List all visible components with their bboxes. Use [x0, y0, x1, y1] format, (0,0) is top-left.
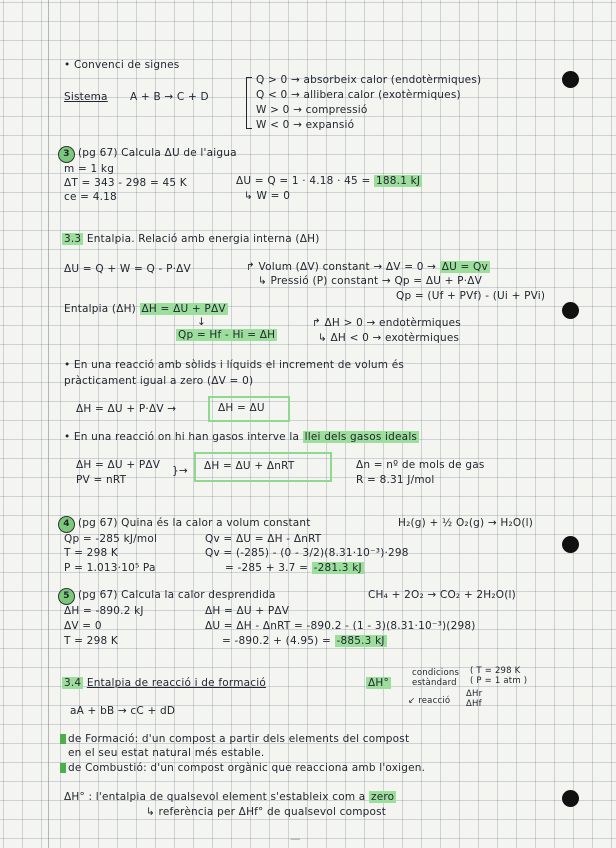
gases-result: ΔH = ΔU + ΔnRT [204, 460, 295, 472]
system-reaction: A + B → C + D [130, 91, 209, 103]
binder-hole [562, 790, 579, 807]
ex4-step1: Qv = ΔU = ΔH - ΔnRT [205, 533, 322, 545]
rule-w-negative: W < 0 → expansió [256, 119, 355, 131]
ex3-data-ce: ce = 4.18 [64, 191, 117, 203]
gases-arrow: }→ [172, 465, 188, 477]
ex5-step1: ΔH = ΔU + PΔV [205, 605, 290, 617]
reaction-enthalpy: ΔHr [466, 689, 483, 699]
ex4-data-p: P = 1.013·10⁵ Pa [64, 562, 156, 574]
system-label: Sistema [64, 91, 108, 103]
formation-definition-1: de Formació: d'un compost a partir dels elements del compost [60, 732, 409, 746]
arrow-down: ↓ [197, 316, 206, 328]
exercise-number-badge: 3 [58, 146, 75, 163]
ex3-result: 188.1 kJ [376, 175, 421, 187]
ex4-reaction: H₂(g) + ½ O₂(g) → H₂O(l) [398, 517, 534, 529]
exothermic-rule: ↳ ΔH < 0 → exotèrmiques [318, 332, 460, 344]
gases-note: • En una reacció on hi han gasos interve la llei dels gasos ideals [64, 431, 418, 443]
ex4-step2: Qv = (-285) - (0 - 3/2)(8.31·10⁻³)·298 [205, 547, 409, 559]
binder-hole [562, 302, 579, 319]
standard-enthalpy-symbol: ΔH° [368, 677, 389, 689]
gas-constant: R = 8.31 J/mol [356, 474, 435, 486]
enthalpy-definition: Entalpia (ΔH) ΔH = ΔU + PΔV [64, 303, 226, 315]
exercise-3-prompt: 3 (pg 67) Calcula ΔU de l'aigua [58, 146, 237, 163]
sign-convention-title: • Convenci de signes [64, 59, 180, 71]
ex3-data-mass: m = 1 kg [64, 163, 115, 175]
standard-conditions: condicions estàndard [412, 668, 460, 688]
first-law-equation: ΔU = Q + W = Q - P·ΔV [64, 263, 191, 275]
ex5-reaction: CH₄ + 2O₂ → CO₂ + 2H₂O(l) [368, 589, 516, 601]
margin-line [48, 0, 49, 848]
generic-reaction: aA + bB → cC + dD [70, 705, 176, 717]
endothermic-rule: ↱ ΔH > 0 → endotèrmiques [312, 317, 461, 329]
section-3-4-heading: 3.4 Entalpia de reacció i de formació [64, 677, 266, 689]
reaction-label: ↙ reacció [408, 696, 451, 706]
solids-note-line1: • En una reacció amb sòlids i líquids el increment de volum és [64, 359, 405, 371]
ex5-data-dv: ΔV = 0 [64, 620, 102, 632]
standard-reference: ΔH° : l'entalpia de qualsevol element s'estableix com a zero [64, 791, 395, 803]
ex5-result: -885.3 kJ [336, 635, 385, 647]
constant-pressure: ↳ Pressió (P) constant → Qp = ΔU + P·ΔV [258, 275, 483, 287]
section-3-3-heading: 3.3 Entalpia. Relació amb energia interna (ΔH) [64, 233, 320, 245]
ex3-equation: ΔU = Q = 1 · 4.18 · 45 = 188.1 kJ [236, 175, 421, 187]
formation-enthalpy: ΔHf [466, 699, 482, 709]
exercise-number-badge: 5 [58, 588, 75, 605]
qp-enthalpy-box: Qp = Hf - Hi = ΔH [178, 329, 276, 341]
binder-hole [562, 71, 579, 88]
combustion-definition: de Combustió: d'un compost orgànic que reacciona amb l'oxigen. [60, 761, 425, 775]
exercise-4-prompt: 4 (pg 67) Quina és la calor a volum constant [58, 516, 311, 533]
standard-pressure: ( P = 1 atm ) [470, 676, 528, 686]
gases-eq-enthalpy: ΔH = ΔU + PΔV [76, 459, 161, 471]
constant-volume-result: ΔU = Qv [441, 261, 488, 273]
brace [246, 77, 252, 129]
solids-note-line2: pràcticament igual a zero (ΔV = 0) [64, 375, 254, 387]
standard-reference-2: ↳ referència per ΔHf° de qualsevol compost [146, 806, 387, 818]
ex3-work: ↳ W = 0 [244, 190, 291, 202]
solids-equation: ΔH = ΔU + P·ΔV → [76, 403, 177, 415]
ex4-data-t: T = 298 K [64, 547, 118, 559]
binder-hole [562, 536, 579, 553]
qp-expansion: Qp = (Uf + PVf) - (Ui + PVi) [396, 290, 546, 302]
ex4-data-qp: Qp = -285 kJ/mol [64, 533, 158, 545]
ex4-step3: = -285 + 3.7 = -281.3 kJ [225, 562, 362, 574]
formation-definition-2: en el seu estat natural més estable. [68, 747, 265, 759]
ex5-step3: = -890.2 + (4.95) = -885.3 kJ [222, 635, 385, 647]
ex5-data-t: T = 298 K [64, 635, 118, 647]
ex3-data-dt: ΔT = 343 - 298 = 45 K [64, 177, 187, 189]
delta-n-definition: Δn = nº de mols de gas [356, 459, 485, 471]
exercise-number-badge: 4 [58, 516, 75, 533]
ex4-result: -281.3 kJ [313, 562, 362, 574]
ex5-step2: ΔU = ΔH - ΔnRT = -890.2 - (1 - 3)(8.31·10⁻³)(298) [205, 620, 476, 632]
constant-volume: ↱ Volum (ΔV) constant → ΔV = 0 → ΔU = Qv [246, 261, 488, 273]
footer-mark: — [290, 833, 301, 845]
rule-w-positive: W > 0 → compressió [256, 104, 368, 116]
standard-temperature: ( T = 298 K [470, 666, 521, 676]
rule-q-negative: Q < 0 → allibera calor (exotèrmiques) [256, 89, 461, 101]
gases-eq-ideal: PV = nRT [76, 474, 127, 486]
exercise-5-prompt: 5 (pg 67) Calcula la calor desprendida [58, 588, 276, 605]
solids-result: ΔH = ΔU [218, 402, 265, 414]
ex5-data-dh: ΔH = -890.2 kJ [64, 605, 144, 617]
rule-q-positive: Q > 0 → absorbeix calor (endotèrmiques) [256, 74, 482, 86]
